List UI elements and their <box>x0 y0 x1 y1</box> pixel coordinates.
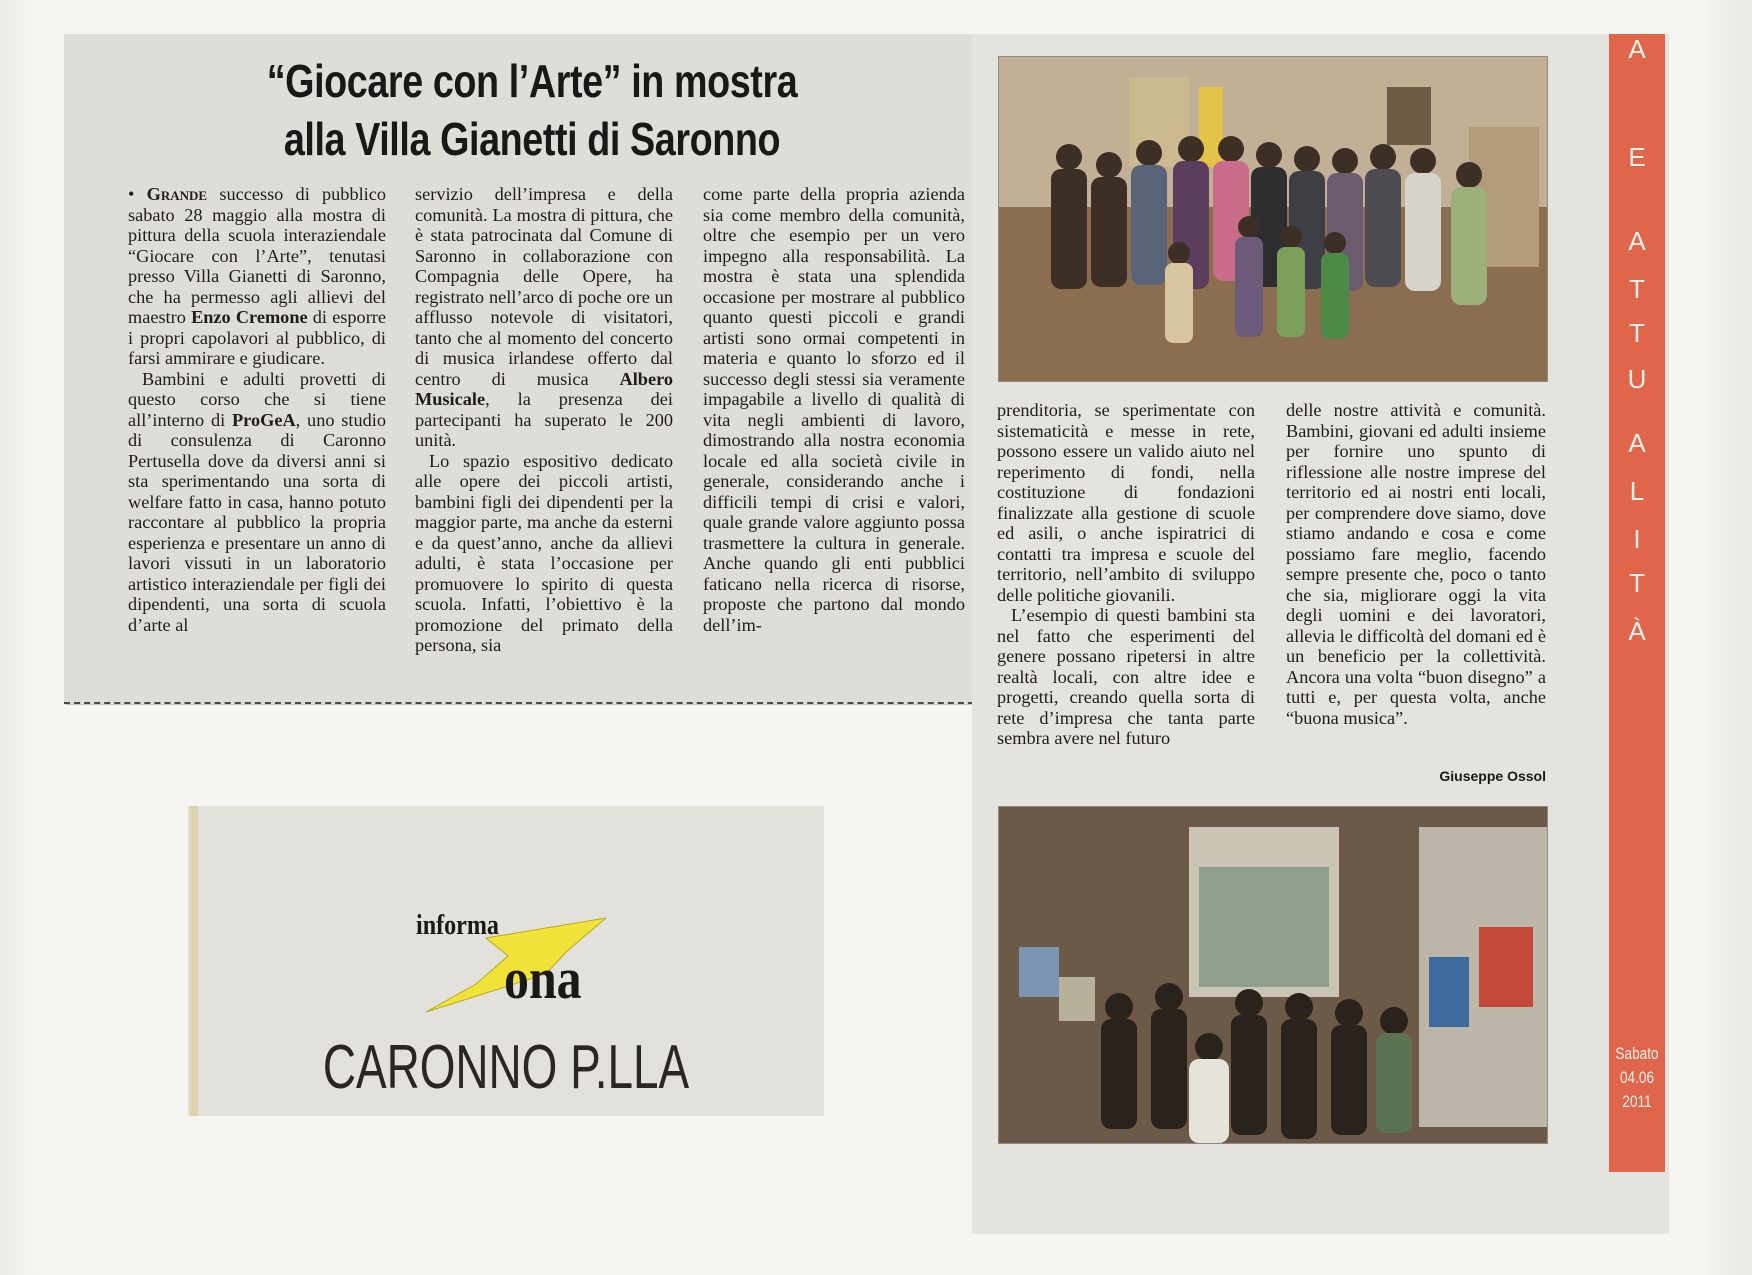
sidebar-letter: E <box>1628 142 1646 172</box>
paragraph: come parte della propria azienda sia come membro della comunità, oltre che esempio per un vero impegno alla responsabilità. La mostra è stata una splendida occasione per mostrare al pubblico quanto questi piccoli e grandi artisti sono ormai competenti in materia e quanto lo sforzo ed il successo degli stessi sia veramente impagabile a livello di qualità di vita negli ambienti di lavoro, dimostrando alla nostra economia locale ed alla società civile in generale, considerando anche i difficili tempi di crisi e valori, quale grande valore aggiunto possa trasmettere la cultura in generale. Anche quando gli enti pubblici faticano nella ricerca di risorse, proposte che partono dal mondo dell’im- <box>703 184 965 635</box>
exhibition-photo <box>998 806 1548 1144</box>
author-byline: Giuseppe Ossol <box>1439 768 1546 784</box>
sidebar-letter: L <box>1629 476 1645 506</box>
sidebar-letter: U <box>1627 364 1647 394</box>
group-photo <box>998 56 1548 382</box>
headline-line-1: “Giocare con l’Arte” in mostra <box>266 55 798 107</box>
sidebar-letter: A <box>1628 428 1646 458</box>
paragraph-text: , la presenza dei partecipanti ha superato le 200 unità. <box>415 389 673 450</box>
issue-year: 2011 <box>1622 1092 1652 1111</box>
sidebar-letter: T <box>1629 568 1645 598</box>
clipping-edge <box>190 806 198 1116</box>
paragraph-text: successo di pubblico sabato 28 maggio alla mostra di pittura della scuola interaziendale “Giocare con l’Arte”, tenutasi presso Villa Gianetti di Saronno, che ha permesso agli allievi del maestro <box>128 184 386 327</box>
section-sidebar <box>1609 34 1665 1172</box>
article-column-3 <box>703 184 965 635</box>
paragraph: delle nostre attività e comunità. Bambini, giovani ed adulti insieme per fornire uno spunto di riflessione alle nostre imprese del territorio ed ai nostri enti locali, per comprendere dove siamo, dove stiamo andando e cosa e come possiamo fare meglio, facendo sempre presente che, poco o tanto che sia, migliorare oggi la vita degli uomini e dei lavoratori, allevia le difficoltà del domani ed è un beneficio per la collettività. Ancora una volta “buon disegno” a tutti e, per questa volta, anche “buona musica”. <box>1286 400 1546 728</box>
article-column-2 <box>415 184 673 656</box>
music-center-name: Albero Musicale <box>415 368 673 409</box>
sidebar-letter: T <box>1629 318 1645 348</box>
sidebar-letter: A <box>1628 34 1646 64</box>
paragraph <box>128 184 386 369</box>
paragraph <box>415 184 673 451</box>
paragraph: L’esempio di questi bambini sta nel fatto che esperimenti del genere possano ripetersi in altre realtà locali, con altre idee e progetti, creando quella sorta di rete d’impresa che tanta parte sembra avere nel futuro <box>997 605 1255 748</box>
paragraph-text: Bambini e adulti provetti di questo corso che si tiene all’interno di <box>128 368 386 430</box>
issue-day: Sabato <box>1615 1044 1659 1063</box>
paragraph-text: di esporre i propri capolavori al pubblico, di farsi ammirare e giudicare. <box>128 307 386 368</box>
exhibition-photo-illustration <box>999 807 1547 1143</box>
sidebar-letter: A <box>1628 226 1646 256</box>
lead-word: Grande <box>146 184 208 204</box>
person-name: Enzo Cremone <box>191 307 308 327</box>
paragraph-text: servizio dell’impresa e della comunità. La mostra di pittura, che è stata patrocinata dal Comune di Saronno in collaborazione con Compagnia delle Opere, ha registrato nell’arco di poche ore un afflusso notevole di visitatori, tanto che al momento del concerto di musica irlandese offerto dal centro di musica <box>415 184 673 389</box>
bullet: • <box>128 184 147 204</box>
logo-word-ona: ona <box>504 946 582 1011</box>
headline-line-2: alla Villa Gianetti di Saronno <box>283 113 781 165</box>
article-column-1 <box>128 184 386 635</box>
issue-day-month: 04.06 <box>1619 1068 1655 1087</box>
place-name: CARONNO P.LLA <box>322 1033 690 1102</box>
paragraph: Lo spazio espositivo dedicato alle opere dei piccoli artisti, bambini figli dei dipendenti per la maggior parte, ma anche da esterni e da quest’anno, anche da allievi adulti, è stata l’occasione per promuovere lo spirito di questa scuola. Infatti, l’obiettivo è la promozione del primato della persona, sia <box>415 450 673 655</box>
issue-date <box>1615 1042 1660 1114</box>
article-column-5 <box>1286 400 1546 728</box>
paragraph: prenditoria, se sperimentate con sistematicità e messe in rete, possono essere un valido aiuto nel reperimento di fondi, nella costituzione di fondazioni finalizzate alla gestione di scuole ed asili, o anche ispiratrici di contatti tra impresa e scuole del territorio, nell’ambito di sviluppo delle politiche giovanili. <box>997 400 1255 605</box>
logo-word-informa: informa <box>416 910 499 941</box>
company-name: ProGeA <box>232 409 296 430</box>
paragraph-text: , uno studio di consulenza di Caronno Pertusella dove da diversi anni si sta sperimentando una sorta di welfare fatto in casa, hanno potuto raccontare al pubblico la propria esperienza e presentare un anno di lavori vissuti in un laboratorio artistico interaziendale per figli dei dipendenti, una sorta di scuola d’arte al <box>128 409 386 635</box>
article-column-4 <box>997 400 1255 749</box>
article-headline <box>163 52 901 168</box>
sidebar-letter: I <box>1633 524 1641 554</box>
paragraph <box>128 369 386 636</box>
group-photo-illustration <box>999 57 1547 381</box>
sidebar-letter: À <box>1628 616 1646 646</box>
sidebar-letter: T <box>1629 274 1645 304</box>
